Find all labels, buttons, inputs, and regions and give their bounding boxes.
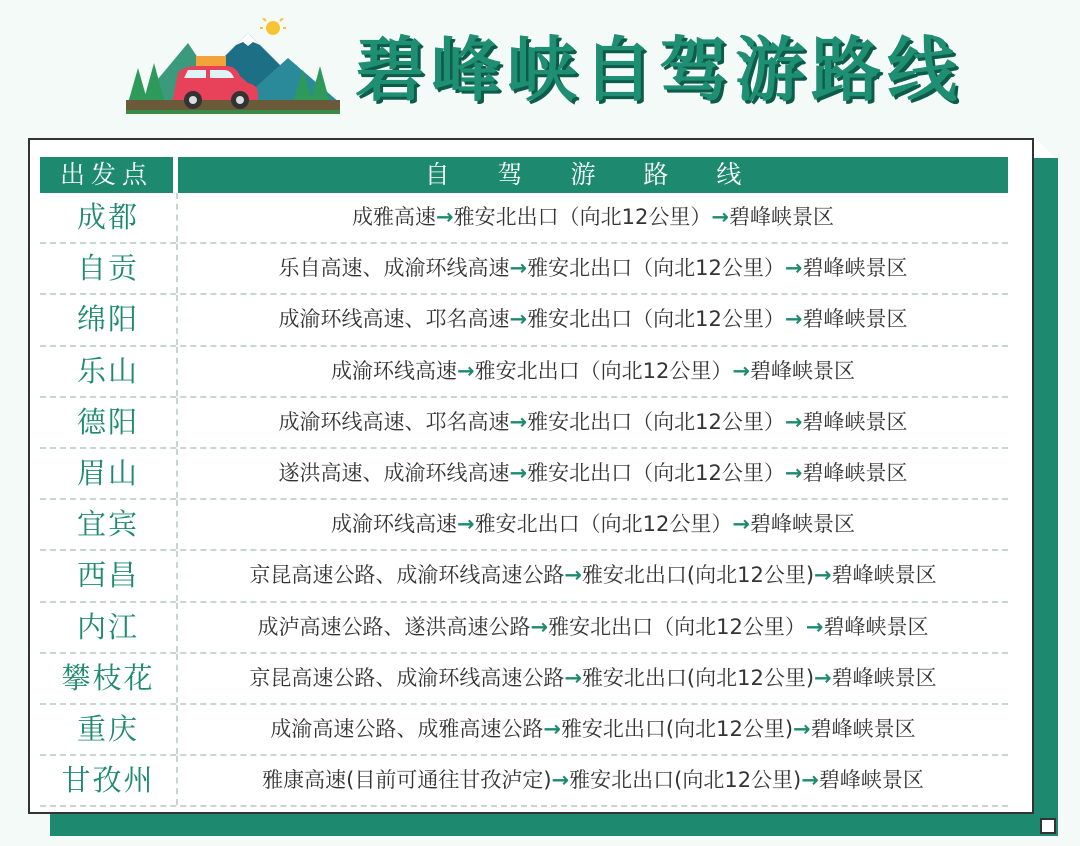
route-description: [178, 398, 1008, 447]
route-destination: 碧峰峡景区: [749, 512, 855, 537]
route-destination: 碧峰峡景区: [802, 460, 908, 485]
table-row: [40, 244, 1008, 295]
arrow-right-icon: →: [436, 205, 454, 229]
arrow-right-icon: →: [784, 256, 803, 281]
route-exit: 雅安北出口(向北12公里): [560, 716, 794, 741]
route-destination: 碧峰峡景区: [802, 256, 908, 281]
route-description: [178, 244, 1008, 293]
header: [0, 0, 1080, 130]
route-exit: 雅安北出口（向北12公里）: [527, 460, 785, 485]
route-highway: 成渝环线高速: [331, 358, 458, 383]
route-highway: 成渝环线高速、邛名高速: [278, 307, 510, 332]
route-destination: 碧峰峡景区: [818, 768, 924, 793]
car-mountain-logo-icon: [118, 18, 343, 118]
route-highway: 遂洪高速、成渝环线高速: [278, 460, 510, 485]
departure-city: 乐山: [40, 347, 178, 396]
route-exit: 雅安北出口(向北12公里): [569, 768, 802, 793]
table-row: [40, 449, 1008, 500]
route-destination: 碧峰峡景区: [823, 614, 929, 639]
route-exit: 雅安北出口(向北12公里): [581, 665, 815, 690]
arrow-right-icon: →: [551, 768, 570, 793]
route-description: [178, 295, 1008, 344]
arrow-right-icon: →: [564, 665, 582, 690]
route-exit: 雅安北出口（向北12公里）: [527, 256, 785, 281]
route-exit: 雅安北出口（向北12公里）: [474, 358, 733, 383]
header-departure: 出发点: [40, 157, 173, 193]
table-row: [40, 295, 1008, 346]
arrow-right-icon: →: [530, 614, 549, 639]
arrow-right-icon: →: [732, 512, 750, 537]
route-highway: 京昆高速公路、成渝环线高速公路: [249, 665, 565, 690]
departure-city: 攀枝花: [40, 654, 178, 703]
departure-city: 重庆: [40, 705, 178, 754]
route-table: [40, 157, 1008, 807]
header-route: 自 驾 游 路 线: [178, 157, 1008, 193]
arrow-right-icon: →: [457, 358, 475, 383]
route-exit: 雅安北出口（向北12公里）: [548, 614, 806, 639]
arrow-right-icon: →: [564, 563, 582, 588]
route-exit: 雅安北出口（向北12公里）: [474, 512, 733, 537]
route-description: [178, 705, 1008, 754]
arrow-right-icon: →: [509, 460, 528, 485]
table-row: [40, 193, 1008, 244]
route-highway: 成渝高速公路、成雅高速公路: [270, 716, 544, 741]
table-row: [40, 756, 1008, 807]
route-exit: 雅安北出口（向北12公里）: [453, 205, 712, 229]
departure-city: 德阳: [40, 398, 178, 447]
arrow-right-icon: →: [543, 716, 561, 741]
card-corner: [1040, 818, 1056, 834]
route-highway: 成渝环线高速: [331, 512, 458, 537]
route-description: [178, 551, 1008, 600]
route-description: [178, 756, 1008, 805]
departure-city: 眉山: [40, 449, 178, 498]
card-fold: [1034, 138, 1056, 158]
table-row: [40, 347, 1008, 398]
route-description: [178, 347, 1008, 396]
departure-city: 成都: [40, 193, 178, 242]
route-exit: 雅安北出口（向北12公里）: [527, 307, 785, 332]
route-description: [178, 449, 1008, 498]
arrow-right-icon: →: [784, 460, 803, 485]
table-body: [40, 193, 1008, 807]
departure-city: 绵阳: [40, 295, 178, 344]
route-exit: 雅安北出口（向北12公里）: [527, 409, 785, 434]
departure-city: 内江: [40, 603, 178, 652]
table-row: [40, 500, 1008, 551]
arrow-right-icon: →: [814, 563, 832, 588]
table-row: [40, 398, 1008, 449]
departure-city: 甘孜州: [40, 756, 178, 805]
route-highway: 乐自高速、成渝环线高速: [278, 256, 510, 281]
arrow-right-icon: →: [805, 614, 824, 639]
route-destination: 碧峰峡景区: [749, 358, 855, 383]
departure-city: 西昌: [40, 551, 178, 600]
route-description: [178, 193, 1008, 242]
arrow-right-icon: →: [711, 205, 729, 229]
arrow-right-icon: →: [509, 409, 528, 434]
departure-city: 自贡: [40, 244, 178, 293]
route-destination: 碧峰峡景区: [810, 716, 916, 741]
table-row: [40, 654, 1008, 705]
table-row: [40, 603, 1008, 654]
route-destination: 碧峰峡景区: [728, 205, 834, 229]
arrow-right-icon: →: [732, 358, 750, 383]
arrow-right-icon: →: [509, 256, 528, 281]
arrow-right-icon: →: [509, 307, 528, 332]
route-destination: 碧峰峡景区: [802, 409, 908, 434]
route-destination: 碧峰峡景区: [831, 563, 937, 588]
arrow-right-icon: →: [801, 768, 819, 793]
table-row: [40, 705, 1008, 756]
departure-city: 宜宾: [40, 500, 178, 549]
page-title: 碧峰峡自驾游路线: [355, 29, 963, 111]
route-destination: 碧峰峡景区: [802, 307, 908, 332]
arrow-right-icon: →: [784, 409, 803, 434]
route-description: [178, 654, 1008, 703]
route-description: [178, 603, 1008, 652]
route-highway: 雅康高速(目前可通往甘孜泸定): [262, 768, 552, 793]
table-header: [40, 157, 1008, 193]
arrow-right-icon: →: [814, 665, 832, 690]
route-exit: 雅安北出口(向北12公里): [581, 563, 815, 588]
route-highway: 成泸高速公路、遂洪高速公路: [257, 614, 531, 639]
arrow-right-icon: →: [784, 307, 803, 332]
arrow-right-icon: →: [793, 716, 811, 741]
route-highway: 成雅高速: [352, 205, 437, 229]
route-highway: 成渝环线高速、邛名高速: [278, 409, 510, 434]
table-row: [40, 551, 1008, 602]
route-destination: 碧峰峡景区: [831, 665, 937, 690]
route-description: [178, 500, 1008, 549]
route-highway: 京昆高速公路、成渝环线高速公路: [249, 563, 565, 588]
arrow-right-icon: →: [457, 512, 475, 537]
